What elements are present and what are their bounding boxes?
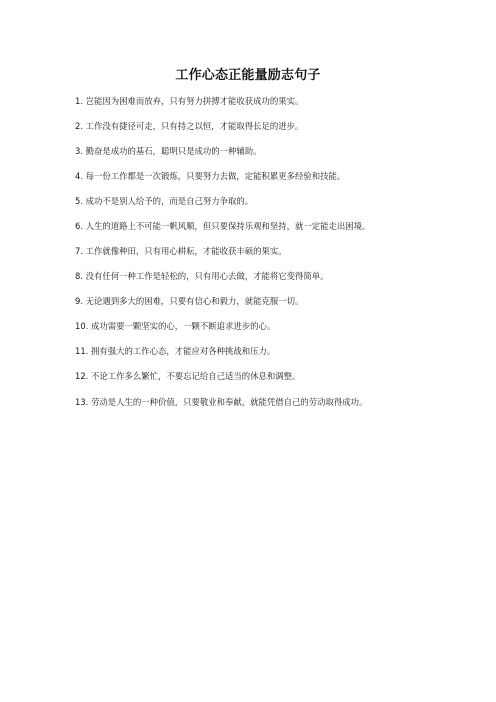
- list-item: 12. 不论工作多么繁忙，不要忘记给自己适当的休息和调整。: [75, 371, 301, 381]
- list-item: 1. 岂能因为困难而放弃，只有努力拼搏才能收获成功的果实。: [75, 96, 304, 106]
- list-item: 4. 每一份工作都是一次锻炼，只要努力去做，定能积累更多经验和技能。: [75, 171, 346, 181]
- list-item: 11. 拥有强大的工作心态，才能应对各种挑战和压力。: [75, 346, 276, 356]
- list-item: 9. 无论遇到多大的困难，只要有信心和毅力，就能克服一切。: [75, 296, 304, 306]
- list-item: 2. 工作没有捷径可走，只有持之以恒，才能取得长足的进步。: [75, 121, 304, 131]
- list-item: 7. 工作就像种田，只有用心耕耘，才能收获丰硕的果实。: [75, 246, 287, 256]
- list-item: 3. 勤奋是成功的基石，聪明只是成功的一种辅助。: [75, 146, 262, 156]
- list-item: 8. 没有任何一种工作是轻松的，只有用心去做，才能将它变得简单。: [75, 271, 329, 281]
- list-item: 6. 人生的道路上不可能一帆风顺，但只要保持乐观和坚持，就一定能走出困境。: [75, 221, 371, 231]
- list-item: 13. 劳动是人生的一种价值，只要敬业和奉献，就能凭借自己的劳动取得成功。: [75, 397, 368, 407]
- page-title: 工作心态正能量励志句子: [175, 68, 321, 83]
- list-item: 10. 成功需要一颗坚实的心，一颗不断追求进步的心。: [75, 321, 276, 331]
- list-item: 5. 成功不是别人给予的，而是自己努力争取的。: [75, 196, 254, 206]
